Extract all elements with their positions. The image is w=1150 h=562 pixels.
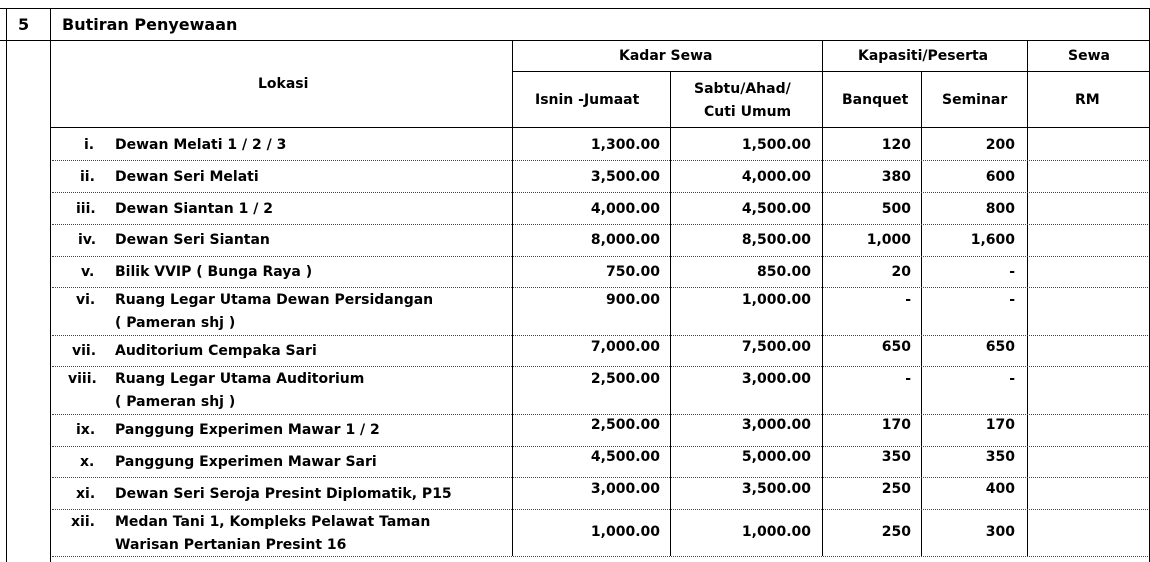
row-separator [52,556,1148,557]
header-lokasi: Lokasi [258,76,309,92]
row-weekday-rate: 900.00 [605,292,660,308]
row-location: Dewan Melati 1 / 2 / 3 [115,137,287,153]
row-number: iii. [76,201,96,217]
seminar-left-border [921,71,922,556]
row-location-line2: ( Pameran shj ) [115,394,236,410]
table-header-bottom-border [50,127,1150,128]
header-kadar-sewa: Kadar Sewa [619,48,713,64]
row-number: xi. [76,486,96,502]
header-isnin-jumaat: Isnin -Jumaat [535,92,640,108]
header-kapasiti: Kapasiti/Peserta [858,48,989,64]
row-seminar: 600 [985,169,1015,185]
section-title-border [0,40,1150,41]
row-seminar: 170 [985,417,1015,433]
row-weekday-rate: 2,500.00 [590,417,660,433]
row-banquet: 170 [881,417,911,433]
row-separator [52,477,1148,478]
row-number: xii. [71,514,95,530]
row-separator [52,224,1148,225]
row-weekday-rate: 4,000.00 [590,201,660,217]
header-cuti-umum: Cuti Umum [704,104,792,120]
row-seminar: 300 [985,524,1015,540]
row-location-line2: ( Pameran shj ) [115,315,236,331]
banquet-left-border [822,40,823,556]
row-weekend-rate: 850.00 [756,264,811,280]
row-weekday-rate: 2,500.00 [590,371,660,387]
row-seminar: - [1009,292,1015,308]
header-banquet: Banquet [842,92,909,108]
row-separator [52,287,1148,288]
header-seminar: Seminar [942,92,1008,108]
row-location: Auditorium Cempaka Sari [115,343,317,359]
row-separator [52,366,1148,367]
row-location: Panggung Experimen Mawar 1 / 2 [115,422,380,438]
section-number: 5 [18,15,30,34]
row-separator [52,256,1148,257]
row-weekday-rate: 1,000.00 [590,524,660,540]
row-banquet: 250 [881,481,911,497]
row-number: ii. [80,169,95,185]
row-weekday-rate: 8,000.00 [590,232,660,248]
row-weekend-rate: 3,500.00 [741,481,811,497]
row-banquet: 120 [881,137,911,153]
row-weekend-rate: 4,500.00 [741,201,811,217]
row-number: ix. [76,422,96,438]
outer-top-border [0,8,1150,9]
row-separator [52,509,1148,510]
row-seminar: 200 [985,137,1015,153]
header-rm: RM [1075,92,1100,108]
row-banquet: - [905,292,911,308]
row-number: vi. [76,292,96,308]
row-location: Panggung Experimen Mawar Sari [115,454,377,470]
header-sewa: Sewa [1068,48,1110,64]
row-banquet: 250 [881,524,911,540]
weekend-left-border [670,71,671,556]
row-seminar: - [1009,264,1015,280]
row-number: x. [80,454,95,470]
row-location: Ruang Legar Utama Auditorium [115,371,365,387]
row-banquet: - [905,371,911,387]
row-location: Dewan Seri Seroja Presint Diplomatik, P15 [115,486,452,502]
row-banquet: 500 [881,201,911,217]
row-weekday-rate: 1,300.00 [590,137,660,153]
row-number: vii. [72,343,97,359]
header-split-line [512,71,1149,72]
outer-left-border [6,8,7,562]
row-separator [52,335,1148,336]
row-banquet: 1,000 [866,232,911,248]
row-separator [52,192,1148,193]
row-weekday-rate: 3,500.00 [590,169,660,185]
row-location: Bilik VVIP ( Bunga Raya ) [115,264,313,280]
number-column-border [50,8,51,562]
row-weekend-rate: 8,500.00 [741,232,811,248]
row-location: Medan Tani 1, Kompleks Pelawat Taman [115,514,431,530]
row-number: iv. [78,232,97,248]
row-banquet: 650 [881,339,911,355]
sewa-left-border [1027,40,1028,556]
row-seminar: 1,600 [970,232,1015,248]
row-number: v. [81,264,95,280]
row-weekend-rate: 1,000.00 [741,292,811,308]
row-seminar: 800 [985,201,1015,217]
row-separator [52,446,1148,447]
row-seminar: 350 [985,449,1015,465]
section-title: Butiran Penyewaan [62,15,238,34]
row-seminar: - [1009,371,1015,387]
row-weekday-rate: 4,500.00 [590,449,660,465]
row-weekend-rate: 7,500.00 [741,339,811,355]
row-weekend-rate: 3,000.00 [741,417,811,433]
row-location: Dewan Seri Siantan [115,232,270,248]
row-weekday-rate: 7,000.00 [590,339,660,355]
row-banquet: 380 [881,169,911,185]
row-separator [52,160,1148,161]
row-weekday-rate: 3,000.00 [590,481,660,497]
row-location-line2: Warisan Pertanian Presint 16 [115,537,347,553]
row-weekend-rate: 4,000.00 [741,169,811,185]
row-location: Ruang Legar Utama Dewan Persidangan [115,292,434,308]
row-weekend-rate: 1,500.00 [741,137,811,153]
header-sabtu-ahad: Sabtu/Ahad/ [694,81,791,97]
row-banquet: 350 [881,449,911,465]
row-separator [52,414,1148,415]
row-number: viii. [68,371,97,387]
row-number: i. [84,137,95,153]
row-weekday-rate: 750.00 [605,264,660,280]
row-seminar: 400 [985,481,1015,497]
row-banquet: 20 [891,264,911,280]
row-location: Dewan Seri Melati [115,169,259,185]
row-seminar: 650 [985,339,1015,355]
row-weekend-rate: 5,000.00 [741,449,811,465]
row-location: Dewan Siantan 1 / 2 [115,201,273,217]
row-weekend-rate: 3,000.00 [741,371,811,387]
row-weekend-rate: 1,000.00 [741,524,811,540]
weekday-left-border [512,40,513,556]
